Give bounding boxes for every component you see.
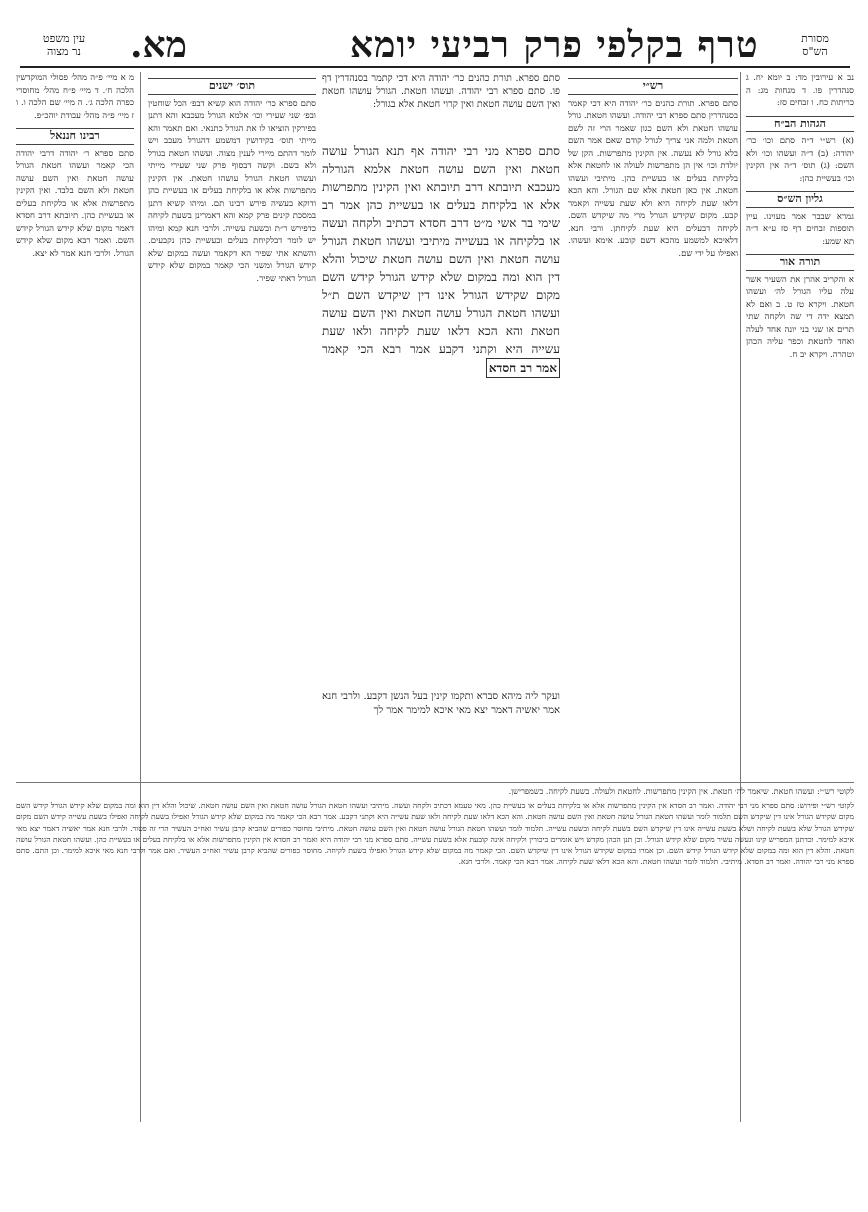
gilyon-heading: גליון הש״ס <box>746 191 854 208</box>
hagahot-text: (א) רש״י ד״ה סתם וכו׳ כר׳ יהודה: (ב) ד״ה ועשהו וכו׳ ולא השם: (ג) תוס׳ ד״ה אין הקינין וכו׳ בעשיית כהן: <box>746 136 854 184</box>
page-title: טרף בקלפי פרק רביעי יומא <box>350 24 759 66</box>
hagahot-heading: הגהות הב״ח <box>746 116 854 133</box>
center-top-text: סתם ספרא. תורת כהנים כר׳ יהודה היא דכי קתמר בסנהדרין דף פו. סתם ספרא רבי יהודה. ועשהו חטאת. הגורל עושהו חטאת ואין השם עושה חטאת ואין קרוי חטאת אלא בגורל: <box>322 73 560 110</box>
mesoret-text: נב א עירובין מד: ב יומא יח. ג סנהדרין פו. ד מנחות מג: ה כריתות כח. ו זבחים סז: <box>746 73 854 108</box>
torah-or-heading: תורה אור <box>746 254 854 271</box>
rabbenu-chananel-text: סתם ספרא ר׳ יהודה דרבי יהודה הכי קאמר ועשהו חטאת הגורל עושה חטאת ואין השם עושה חטאת ולא השם בלבד. ואין הקינין מתפרשות אלא או בלקיחת בעלים או בעשיית כהן. תיובתא דרב חסדא דאמר מקום שלא קידש הגורל קידש השם. ואמר רבא מקום שלא קידש הגורל. ולרבי חנא אמר לא יצא. <box>16 148 134 259</box>
mesoret-label: מסורת הש"ס <box>801 32 829 58</box>
ein-mishpat-text: מ א מיי׳ פ״ה מהל׳ פסולי המוקדשין הלכה ח׳. ד מיי׳ פ״ח מהל׳ מחוסרי כפרה הלכה ג׳. ה מיי׳ שם הלכה ו. ו ז מיי׳ פ״ה מהל׳ עבודת יוהכ״פ. <box>16 73 134 121</box>
tosafot-heading: תוס׳ ישנים <box>148 78 316 95</box>
rabbenu-chananel-heading: רבינו חננאל <box>16 128 134 145</box>
header-rule <box>20 66 850 68</box>
ein-mishpat-label: עין משפט נר מצוה <box>42 32 86 58</box>
rashi-heading: רש״י <box>568 78 738 95</box>
gilyon-text: גמרא שבבר אמר מעוינו. עיין תוספות זבחים דף סז ע״א ד״ה תא שמע: <box>746 211 854 247</box>
gemara-main: סתם ספרא מני רבי יהודה אף תנא הגורל עושה חטאת ואין השם עושה חטאת אלמא הגורלה מעכבא תיובתא דרב תיובתא ואין הקינין מתפרשות אלא או בלקיחת בעלים או בעשיית כהן אמר רב שימי בר אשי מ״ט דרב חסדא דכתיב ולקחה ועשה או בלקיחה או בעשייה מיתיבי ועשהו חטאת הגורל עושה חטאת ואין השם עושה חטאת שיכול והלא דין הוא ומה במקום שלא קידש הגורל קידש השם מקום שקידש הגורל אינו דין שיקדש השם ת״ל ועשהו חטאת הגורל עושה חטאת ואין השם עושה חטאת והא הכא דלאו שעת לקיחה ולאו שעת עשייה היא וקתני דקבע אמר רבא הכי קאמר <box>322 144 560 356</box>
bottom-rule <box>16 782 854 783</box>
torah-or-text: א והקריב אהרן את השעיר אשר עלה עליו הגורל לה׳ ועשהו חטאת. ויקרא טז ט. ב ואם לא תמצא ידה די שה ולקחה שתי תרים או שני בני יונה אחד לעלה ואחד לחטאת וכפר עליה הכהן וטהרה. ויקרא יב ח. <box>746 274 854 360</box>
page-header <box>20 24 850 70</box>
daf-number: מא. <box>130 24 187 66</box>
bottom-commentary: לקוטי רש״י ופירוש: סתם ספרא מני רבי יהודה. ואמר רב חסדא אין הקינין מתפרשות אלא או בלקיחת בעלים או בעשיית כהן. מאי טעמא דכתיב ולקחה ועשה. מיתיבי ועשהו חטאת הגורל עושה חטאת ואין השם עושה חטאת. שיכול והלא דין הוא ומה במקום שלא קידש הגורל קידש השם מקום שקידש הגורל אינו דין שיקדש השם תלמוד לומר ועשהו חטאת הגורל עושה חטאת ואין השם עושה חטאת. והא הכא דלאו שעת לקיחה ולאו שעת עשייה היא וקתני דקבע. אמר רבא הכי קאמר מה במקום שלא קידש הגורל ואפילו בשעת לקיחה ואפילו בשעת עשייה קידש השם מקום שקידש הגורל שלא בשעת לקיחה ושלא בשעת עשייה אינו דין שיקדש השם בשעת לקיחה ובשעת עשייה. תלמוד לומר ועשהו חטאת הגורל עושה חטאת ואין השם עושה חטאת. מיתיבי מחוסר כפורים שהביא קרבן עשיר ואח״כ העשיר הרי זה פטור. ולרבי חנא אמר יאשיה דאמר יצא מאי איכא למימר. וכדתנן המפריש קינו ונעשה עשיר מקום שלא קידש הגורל. וכן תנן הכהן מקדש ויש אומרים ביכורין ולקיחה אינה קובעת אלא בשעת עשייה. סתם ספרא מני רבי יהודה היא ואמר רב חסדא אין הקינין מתפרשות אלא או בלקיחת בעלים או בעשיית כהן. ועשהו חטאת הגורל עושה חטאת. והלא דין הוא ומה במקום שלא קידש הגורל קידש השם. וכן אמרו במקום שקידש הגורל אינו דין שיקדש השם. הכי קאמר מה במקום שלא קידש הגורל ואפילו בשעת לקיחה. מחוסר כפורים שהביא קרבן עשיר ואח״כ העשיר. ואם אמר ולרבי חנא מאי איכא למימר. וכן התם. סתם ספרא מני רבי יהודה. ואמר רב חסדא. מיתיבי. תלמוד לומר ועשהו חטאת. והא הכא דלאו שעת לקיחה. אמר רבא הכי קאמר. ולרבי חנא. <box>16 801 854 867</box>
left-margin <box>16 72 134 672</box>
glosses-line: לקוטי רש״י: ועשהו חטאת. שיאמר לה׳ חטאת. אין הקינין מתפרשות. לחטאת ולעולה. בשעת לקיחה. כשמפרישן. <box>508 787 854 796</box>
tosafot-text: סתם ספרא כר׳ יהודה הוא קשיא דבפ׳ הכל שוחטין ובפ׳ שני שעירי וכו׳ אלמא הגורל מעכבא והא דתנן בפירקין הוציאו לו את הגורל כתנאי. ואם תאמר והא מייתי תוס׳ בקידושין דמשמע דהגורל מעכב ויש לומר דהתם מיירי לענין מצוה. ועשהו חטאת בגורל ולא בשם. וקשה דבסוף פרק שני שעירי מייתי ועשהו חטאת הגורל עושהו חטאת. אין הקינין מתפרשות אלא או בלקיחת בעלים או בעשיית כהן ודוקא בעשיה פירש רבינו תם. ומיהו קשיא דתנן במסכת קינים פרק קמא והא דאמרינן בשעת לקיחה כדפירש ר״ת ובשעת עשייה. ולרבי חנא קמא ומיהו יש לומר דבלקיחת בעלים ובעשיית כהן נקבעים. והשתא אתי שפיר הא דקאמר ועשה במקום שלא קידש הגורל ומשני הכי קאמר במקום שלא קידש הגורל דאתי שפיר. <box>148 98 316 284</box>
center-lower-text: ועקר ליה מיהא סברא ותקמו קינין בעל הנשן דקבע. ולרבי חנא אמר יאשיה דאמר יצא מאי איכא למימר אמר לך <box>322 691 560 716</box>
boxed-phrase: אמר רב חסדא <box>486 358 560 378</box>
gemara-text <box>322 142 560 682</box>
rashi-text: סתם ספרא. תורת כהנים כר׳ יהודה היא דכי קאמר בסנהדרין סתם ספרא רבי יהודה. ועשהו חטאת. גורל עושהו חטאת ולא השם כגון שאמר הרי זה לשם חטאת ולמה אני צריך לגורל קודם שאם אמר השם בלא גורל לא נעשה. אין הקינין מתפרשות. הקן של יולדת וכו׳ אין הן מתפרשות לעולה או לחטאת אלא בלקיחת בעלים או בעשיית כהן. מיתיבי ועשהו חטאת. אין כאן חטאת אלא שם הגורל. והא הכא דלאו שעת לקיחה היא ולא שעת עשייה וקאמר קבע. מקום שקידש הגורל מרי מה שיקדש השם. לקיחה דבעלים היא שעת לקיחתן. ורבי חנא. דלאיכא למשמע מהכא דשם קובע. אימא ועשהו. ואפילו על ידי שם. <box>568 98 738 259</box>
